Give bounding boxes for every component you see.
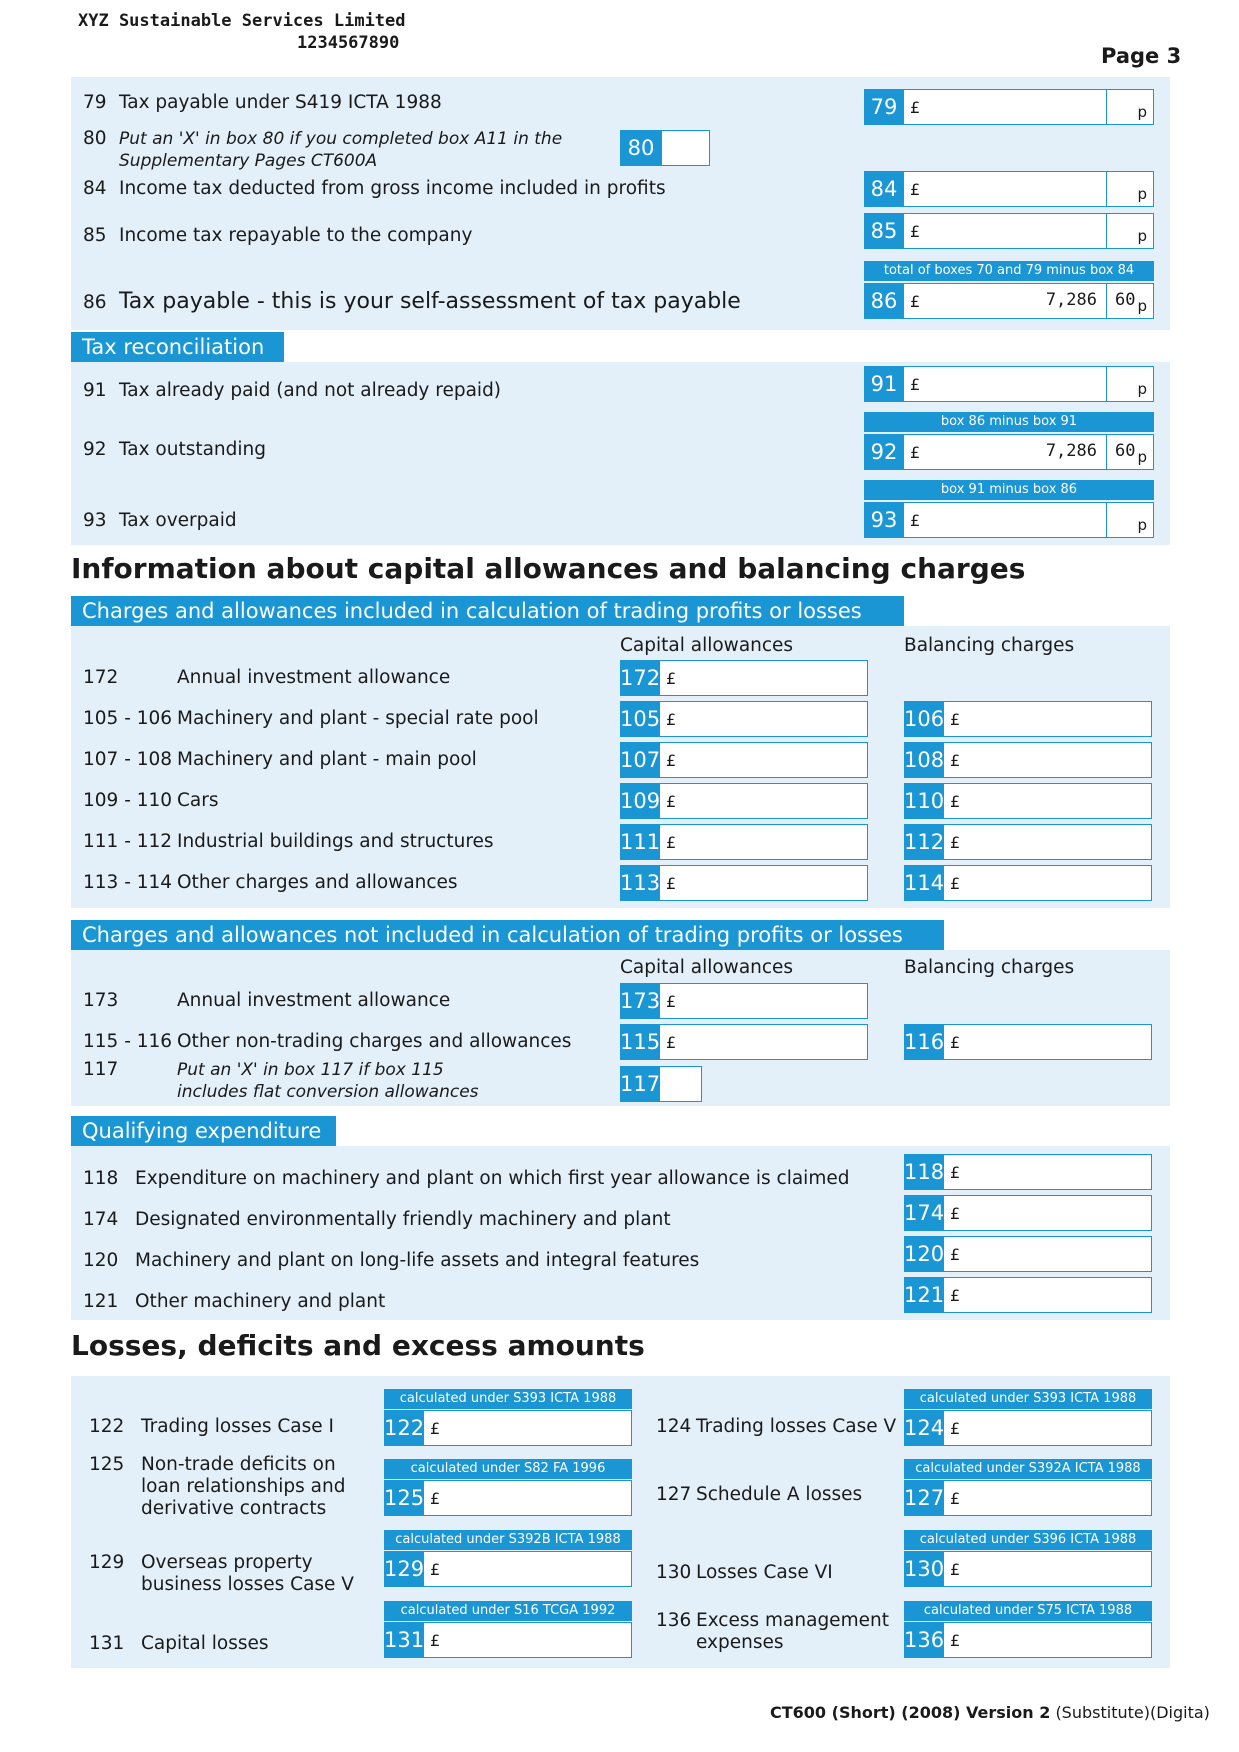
box-131-number: 131 xyxy=(384,1622,424,1658)
row-85-label: 85 Income tax repayable to the company xyxy=(83,225,473,246)
box-174[interactable] xyxy=(904,1195,1152,1231)
box-84[interactable]: 84 £ p xyxy=(864,171,1154,207)
box-80-checkbox[interactable]: 80 xyxy=(620,130,710,166)
box-113-number: 113 xyxy=(620,865,660,901)
box-122-number: 122 xyxy=(384,1410,424,1446)
pound-sign: £ xyxy=(950,1488,961,1508)
box-86-pounds: 7,286 xyxy=(1045,290,1097,310)
pound-sign: £ xyxy=(950,873,961,893)
box-127-number: 127 xyxy=(904,1480,944,1516)
pound-sign: £ xyxy=(950,1285,961,1305)
pound-sign: £ xyxy=(950,1418,961,1438)
footer-form-id: CT600 (Short) (2008) Version 2 (Substitute)(Digita) xyxy=(770,1703,1210,1722)
box-127[interactable] xyxy=(904,1480,1152,1516)
not-included-charges-header: Charges and allowances not included in calculation of trading profits or losses xyxy=(71,920,944,950)
box-116[interactable]: 116 £ xyxy=(904,1024,1152,1060)
included-charges-header: Charges and allowances included in calculation of trading profits or losses xyxy=(71,596,904,626)
box-124-number: 124 xyxy=(904,1410,944,1446)
pound-sign: £ xyxy=(950,1559,961,1579)
pound-sign: £ xyxy=(950,832,961,852)
box-130-number: 130 xyxy=(904,1551,944,1587)
box-118[interactable] xyxy=(904,1154,1152,1190)
box-106[interactable] xyxy=(904,701,1152,737)
pound-sign: £ xyxy=(666,791,677,811)
pound-sign: £ xyxy=(666,709,677,729)
included-row-113-label: 113 - 114 Other charges and allowances xyxy=(83,872,458,893)
box-106-number: 106 xyxy=(904,701,944,737)
caption-127: calculated under S392A ICTA 1988 xyxy=(904,1459,1152,1479)
loss-row-136-label: 136 Excess management expenses xyxy=(656,1610,889,1653)
box-92-pounds: 7,286 xyxy=(1045,441,1097,461)
box-136[interactable] xyxy=(904,1622,1152,1658)
box-86[interactable]: 86 £ 7,286 60 p xyxy=(864,283,1154,319)
box-120[interactable] xyxy=(904,1236,1152,1272)
box-86-pence: 60 xyxy=(1115,290,1136,310)
loss-row-125-label: 125 Non-trade deficits on loan relationships and derivative contracts xyxy=(89,1454,346,1519)
box-108[interactable] xyxy=(904,742,1152,778)
pound-sign: £ xyxy=(950,791,961,811)
box-109-number: 109 xyxy=(620,783,660,819)
box-112-number: 112 xyxy=(904,824,944,860)
loss-row-130-label: 130 Losses Case VI xyxy=(656,1562,833,1583)
box-122[interactable] xyxy=(384,1410,632,1446)
pound-sign: £ xyxy=(666,832,677,852)
pound-sign: £ xyxy=(666,668,677,688)
caption-136: calculated under S75 ICTA 1988 xyxy=(904,1601,1152,1621)
row-117-text: Put an 'X' in box 117 if box 115 includes flat conversion allowances xyxy=(177,1060,479,1102)
box-109[interactable] xyxy=(620,783,868,819)
box-125-number: 125 xyxy=(384,1480,424,1516)
pound-sign: £ xyxy=(666,873,677,893)
box-173[interactable]: 173 £ xyxy=(620,983,868,1019)
box-121-number: 121 xyxy=(904,1277,944,1313)
caption-130: calculated under S396 ICTA 1988 xyxy=(904,1530,1152,1550)
box-121[interactable] xyxy=(904,1277,1152,1313)
box-110[interactable] xyxy=(904,783,1152,819)
included-row-107-label: 107 - 108 Machinery and plant - main pool xyxy=(83,749,477,770)
col-balancing-charges-2: Balancing charges xyxy=(904,957,1075,978)
box-130[interactable] xyxy=(904,1551,1152,1587)
company-name: XYZ Sustainable Services Limited xyxy=(78,11,406,31)
loss-row-127-label: 127 Schedule A losses xyxy=(656,1484,863,1505)
box-105[interactable] xyxy=(620,701,868,737)
pound-sign: £ xyxy=(950,1244,961,1264)
row-117-label: 117 xyxy=(83,1059,119,1080)
box-172-number: 172 xyxy=(620,660,660,696)
box-129-number: 129 xyxy=(384,1551,424,1587)
box-117-checkbox[interactable]: 117 xyxy=(620,1066,702,1102)
box-174-number: 174 xyxy=(904,1195,944,1231)
box-118-number: 118 xyxy=(904,1154,944,1190)
col-capital-allowances-2: Capital allowances xyxy=(620,957,794,978)
box-108-number: 108 xyxy=(904,742,944,778)
box-92[interactable]: 92 £ 7,286 60 p xyxy=(864,434,1154,470)
box-111[interactable] xyxy=(620,824,868,860)
box-111-number: 111 xyxy=(620,824,660,860)
losses-heading: Losses, deficits and excess amounts xyxy=(71,1329,645,1362)
box-107-number: 107 xyxy=(620,742,660,778)
row-173-label: 173 Annual investment allowance xyxy=(83,990,451,1011)
box-79[interactable]: 79 £ p xyxy=(864,89,1154,125)
box-172[interactable] xyxy=(620,660,868,696)
company-number: 1234567890 xyxy=(297,33,400,53)
box-93[interactable]: 93 £ p xyxy=(864,502,1154,538)
caption-129: calculated under S392B ICTA 1988 xyxy=(384,1530,632,1550)
loss-row-124-label: 124 Trading losses Case V xyxy=(656,1416,897,1437)
pound-sign: £ xyxy=(430,1488,441,1508)
row-79-label: 79 Tax payable under S419 ICTA 1988 xyxy=(83,92,442,113)
box-112[interactable] xyxy=(904,824,1152,860)
qualifying-row-118-label: 118 Expenditure on machinery and plant on which first year allowance is claimed xyxy=(83,1168,850,1189)
box-86-caption: total of boxes 70 and 79 minus box 84 xyxy=(864,261,1154,281)
box-114[interactable] xyxy=(904,865,1152,901)
box-92-pence: 60 xyxy=(1115,441,1136,461)
pound-sign: £ xyxy=(950,1630,961,1650)
box-114-number: 114 xyxy=(904,865,944,901)
box-115[interactable]: 115 £ xyxy=(620,1024,868,1060)
loss-row-129-label: 129 Overseas property business losses Case V xyxy=(89,1552,354,1595)
included-row-172-label: 172 Annual investment allowance xyxy=(83,667,451,688)
row-84-label: 84 Income tax deducted from gross income included in profits xyxy=(83,178,666,199)
pound-sign: £ xyxy=(666,750,677,770)
row-80-label: 80 Put an 'X' in box 80 if you completed box A11 in the Supplementary Pages CT600A xyxy=(83,128,563,171)
box-92-caption: box 86 minus box 91 xyxy=(864,412,1154,432)
qualifying-row-121-label: 121 Other machinery and plant xyxy=(83,1291,386,1312)
box-85[interactable]: 85 £ p xyxy=(864,213,1154,249)
tax-reconciliation-header: Tax reconciliation xyxy=(71,332,284,362)
box-131[interactable] xyxy=(384,1622,632,1658)
box-129[interactable] xyxy=(384,1551,632,1587)
included-row-105-label: 105 - 106 Machinery and plant - special rate pool xyxy=(83,708,539,729)
caption-124: calculated under S393 ICTA 1988 xyxy=(904,1389,1152,1409)
box-113[interactable] xyxy=(620,865,868,901)
row-86-label: 86 Tax payable - this is your self-assessment of tax payable xyxy=(83,289,741,314)
box-120-number: 120 xyxy=(904,1236,944,1272)
pound-sign: £ xyxy=(950,1162,961,1182)
caption-131: calculated under S16 TCGA 1992 xyxy=(384,1601,632,1621)
pound-sign: £ xyxy=(950,1203,961,1223)
box-110-number: 110 xyxy=(904,783,944,819)
page-number: Page 3 xyxy=(1101,44,1182,68)
pound-sign: £ xyxy=(430,1418,441,1438)
box-105-number: 105 xyxy=(620,701,660,737)
pound-sign: £ xyxy=(430,1630,441,1650)
box-91[interactable]: 91 £ p xyxy=(864,366,1154,402)
col-balancing-charges: Balancing charges xyxy=(904,635,1075,656)
box-107[interactable] xyxy=(620,742,868,778)
box-136-number: 136 xyxy=(904,1622,944,1658)
box-124[interactable] xyxy=(904,1410,1152,1446)
included-row-109-label: 109 - 110 Cars xyxy=(83,790,219,811)
included-row-111-label: 111 - 112 Industrial buildings and structures xyxy=(83,831,494,852)
qualifying-row-120-label: 120 Machinery and plant on long-life assets and integral features xyxy=(83,1250,700,1271)
caption-125: calculated under S82 FA 1996 xyxy=(384,1459,632,1479)
qualifying-row-174-label: 174 Designated environmentally friendly machinery and plant xyxy=(83,1209,671,1230)
caption-122: calculated under S393 ICTA 1988 xyxy=(384,1389,632,1409)
row-93-label: 93 Tax overpaid xyxy=(83,510,237,531)
row-92-label: 92 Tax outstanding xyxy=(83,439,267,460)
row-91-label: 91 Tax already paid (and not already repaid) xyxy=(83,380,502,401)
loss-row-131-label: 131 Capital losses xyxy=(89,1633,269,1654)
pound-sign: £ xyxy=(950,709,961,729)
box-125[interactable] xyxy=(384,1480,632,1516)
pound-sign: £ xyxy=(950,750,961,770)
loss-row-122-label: 122 Trading losses Case I xyxy=(89,1416,335,1437)
row-115-116-label: 115 - 116 Other non-trading charges and allowances xyxy=(83,1031,572,1052)
pound-sign: £ xyxy=(430,1559,441,1579)
box-93-caption: box 91 minus box 86 xyxy=(864,480,1154,500)
capital-allowances-heading: Information about capital allowances and balancing charges xyxy=(71,552,1026,585)
col-capital-allowances: Capital allowances xyxy=(620,635,794,656)
qualifying-expenditure-header: Qualifying expenditure xyxy=(71,1116,336,1146)
